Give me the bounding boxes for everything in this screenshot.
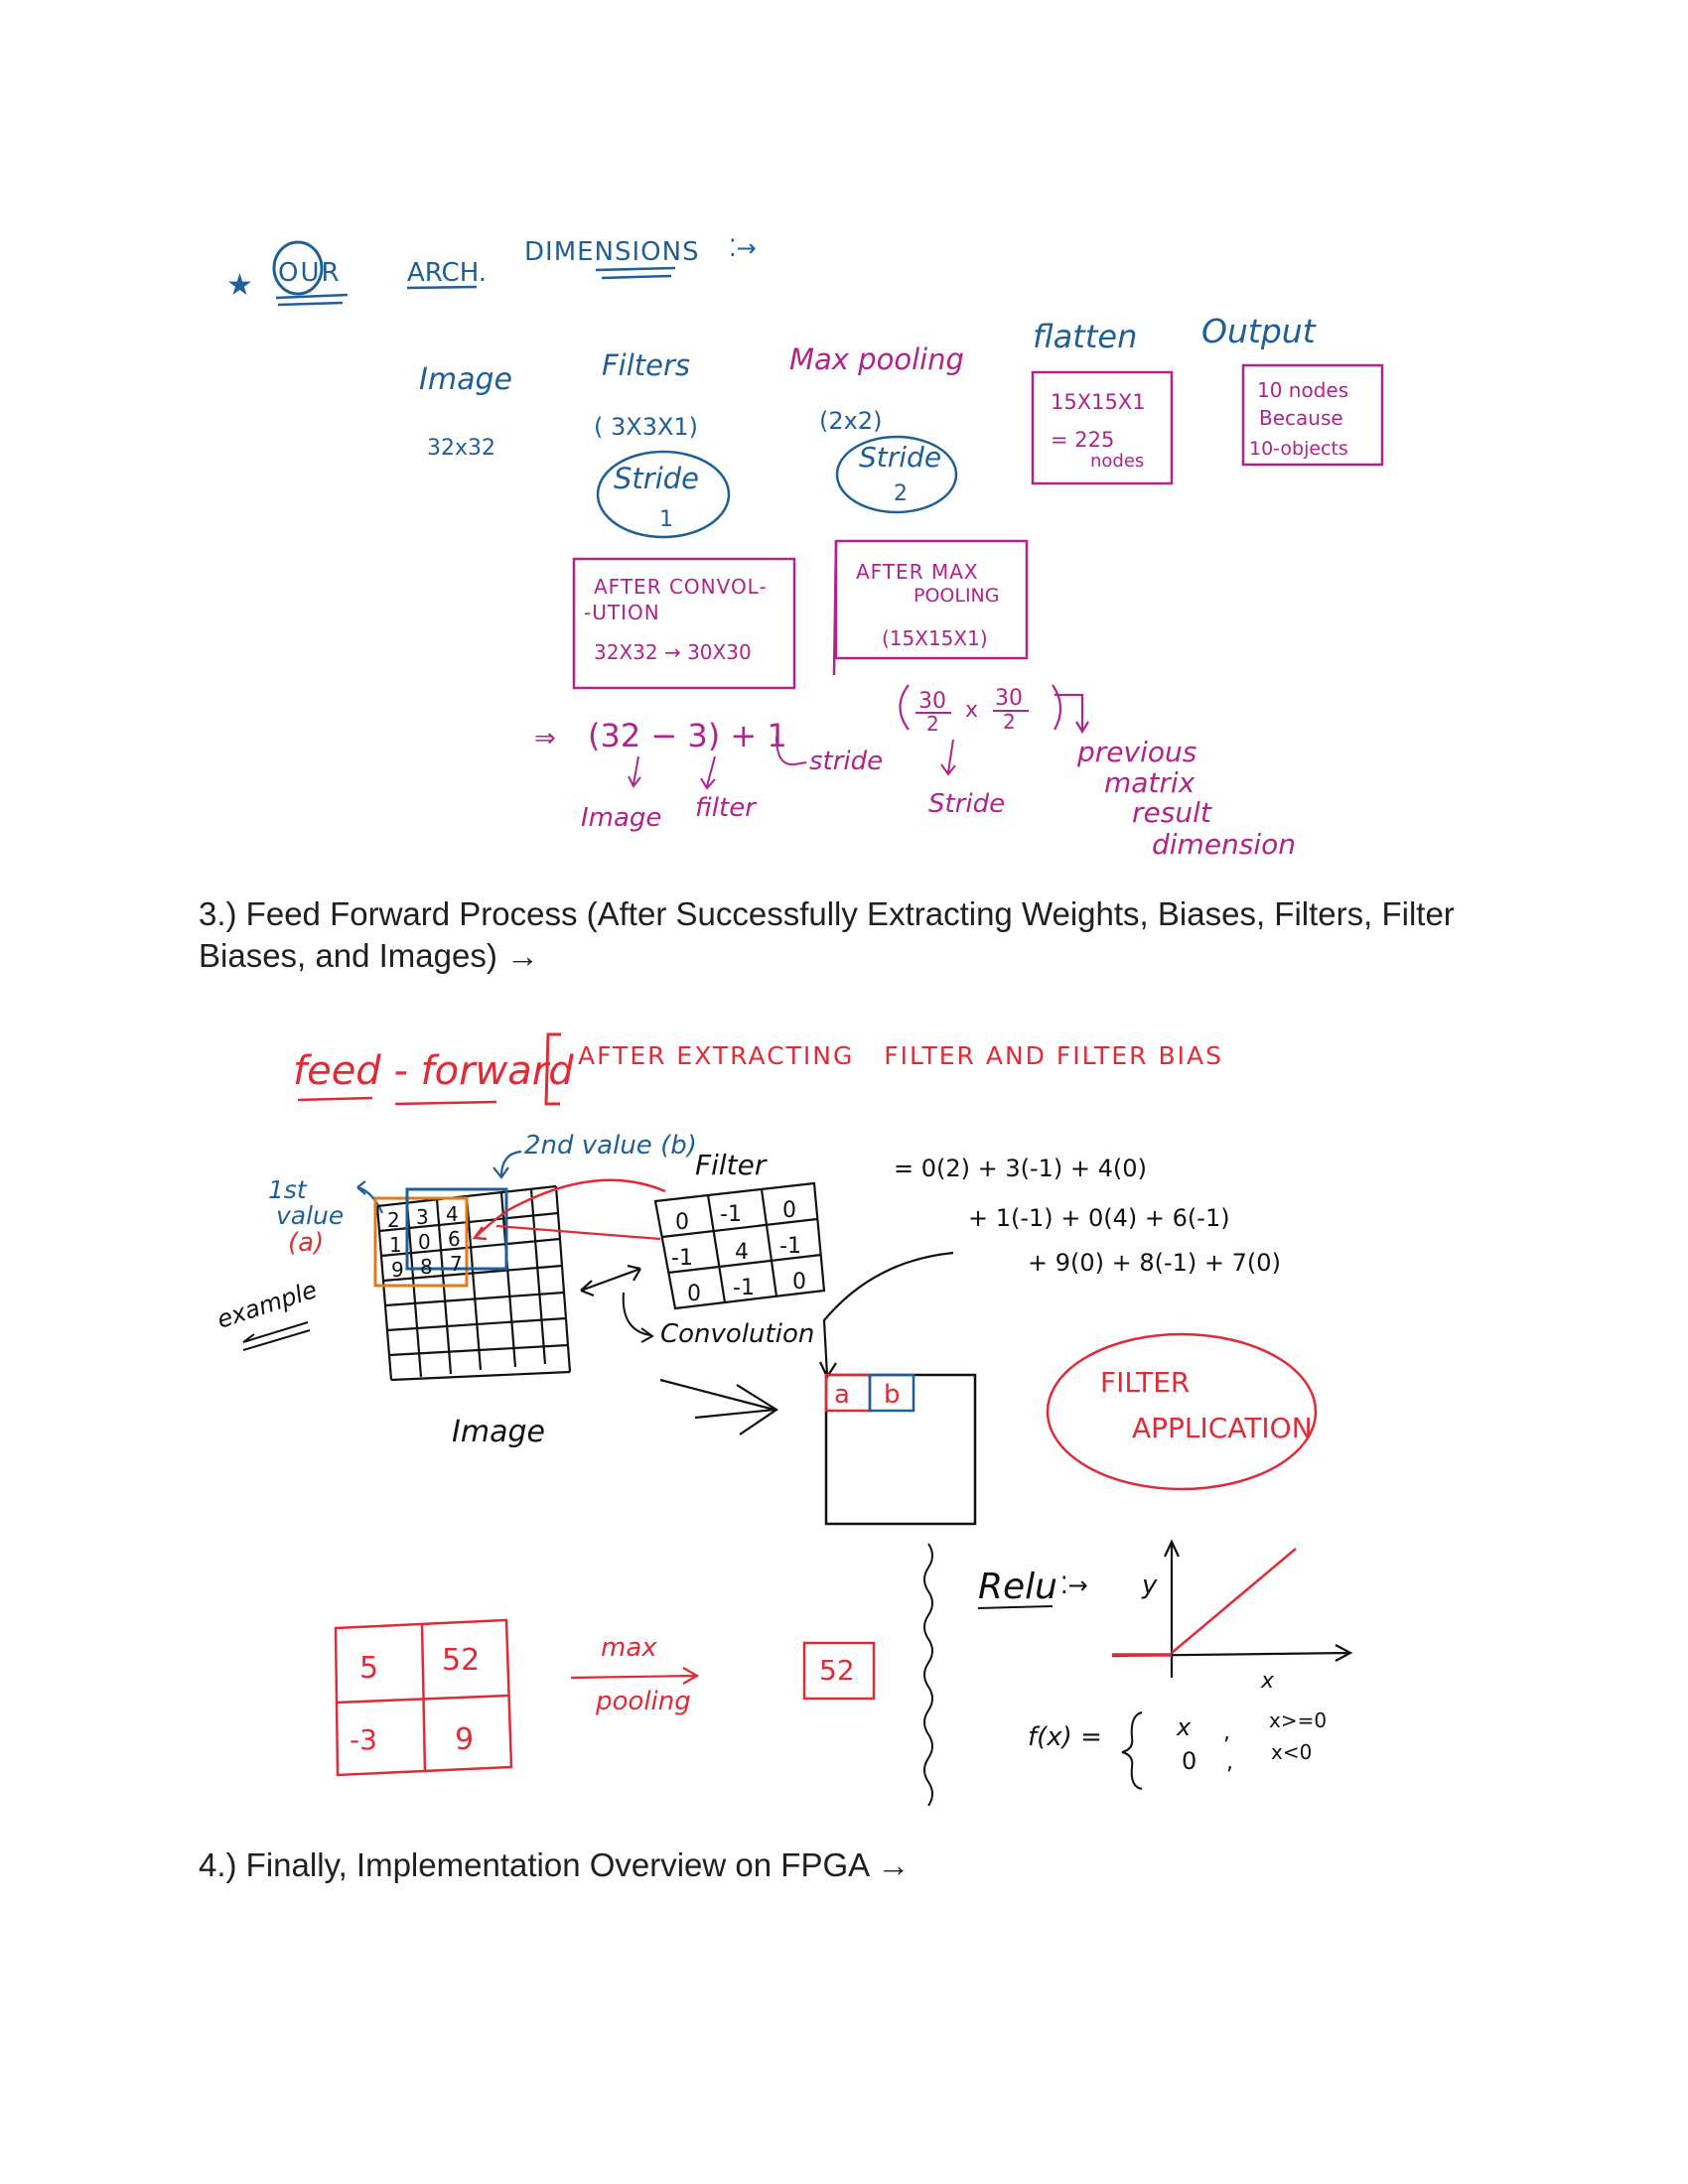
filter-cell-r2c2: 0: [792, 1270, 806, 1295]
feed-forward-sketch: [0, 993, 1688, 1837]
pool-formula-num2: 30: [995, 686, 1023, 711]
relu-y-axis: [1165, 1542, 1179, 1678]
equation-line2: + 1(-1) + 0(4) + 6(-1): [968, 1204, 1230, 1232]
prev-line2: matrix: [1104, 766, 1196, 799]
relu-x-label: x: [1261, 1669, 1275, 1694]
output-line2: Because: [1259, 406, 1343, 430]
filter-cell-r0c0: 0: [675, 1210, 689, 1235]
image-cell-r0c1: 3: [416, 1205, 429, 1229]
output-line3: 10-objects: [1249, 438, 1348, 460]
maxpool-arrow-top: max: [601, 1633, 657, 1663]
example-arrow: [243, 1322, 310, 1350]
filter-label: Filter: [695, 1149, 767, 1181]
first-value-line1: 1st: [268, 1175, 307, 1204]
result-b: b: [884, 1380, 901, 1410]
filter-cell-r0c1: -1: [720, 1202, 742, 1227]
pool-formula-pointer: [941, 740, 955, 774]
equation-line1: = 0(2) + 3(-1) + 4(0): [894, 1155, 1147, 1182]
relu-case2-value: 0: [1182, 1747, 1197, 1775]
image-label: Image: [419, 362, 512, 397]
feed-forward-subtitle: AFTER EXTRACTING FILTER AND FILTER BIAS: [578, 1041, 1223, 1070]
feed-forward-title-underline: [298, 1098, 496, 1104]
filter-application-line1: FILTER: [1100, 1366, 1191, 1399]
image-cell-r2c1: 8: [420, 1255, 433, 1279]
relu-title: Relu: [978, 1567, 1057, 1607]
filter-application-line2: APPLICATION: [1132, 1412, 1313, 1444]
equation-line3: + 9(0) + 8(-1) + 7(0): [1028, 1249, 1281, 1277]
flatten-line3: nodes: [1090, 451, 1145, 472]
prev-line1: previous: [1077, 736, 1197, 768]
conv-box-line1: AFTER CONVOL-: [594, 575, 768, 599]
formula-arrow: ⇒: [534, 724, 556, 753]
title-star: ★: [226, 268, 253, 303]
image-cell-r0c0: 2: [387, 1208, 400, 1232]
maxpool-arrow-bottom: pooling: [596, 1687, 691, 1716]
relu-brace: [1122, 1712, 1142, 1789]
first-value-line2: value: [276, 1201, 345, 1230]
maxpool-cell-r0c0: 5: [359, 1651, 379, 1686]
pool-box-line1: AFTER MAX: [856, 560, 979, 584]
relu-f-label: f(x) =: [1028, 1722, 1102, 1752]
relu-suffix: ⁚→: [1060, 1571, 1088, 1599]
image-cell-r0c2: 4: [446, 1202, 459, 1226]
maxpool-cell-r1c0: -3: [350, 1723, 377, 1756]
image-cell-r2c0: 9: [391, 1258, 404, 1282]
conv-box-line2: -UTION: [584, 601, 660, 624]
filters-label: Filters: [602, 348, 691, 382]
maxpool-result: 52: [819, 1654, 855, 1687]
pool-box-line3: (15X15X1): [882, 626, 988, 650]
image-cell-r2c2: 7: [450, 1252, 463, 1276]
architecture-dimensions-sketch: [0, 0, 1688, 874]
title-our: OUR: [278, 258, 342, 288]
second-value-arrow: [493, 1152, 521, 1177]
relu-positive-line: [1172, 1549, 1296, 1653]
pool-formula-stride: Stride: [928, 789, 1006, 819]
output-line1: 10 nodes: [1257, 378, 1349, 402]
image-size: 32x32: [427, 436, 496, 461]
formula-image: Image: [581, 803, 662, 833]
maxpool-stride-word: Stride: [859, 441, 942, 474]
pool-box-line2: POOLING: [914, 585, 1000, 607]
title-dimensions: DIMENSIONS: [524, 237, 700, 267]
filters-stride-value: 1: [659, 507, 673, 532]
relu-case2-cond: x<0: [1271, 1740, 1313, 1764]
pool-formula-times: x: [965, 698, 979, 723]
convolution-arrow: [624, 1293, 652, 1342]
equation-arrow: [820, 1253, 953, 1377]
filters-stride-word: Stride: [614, 462, 700, 495]
filter-to-window-arrow: [496, 1226, 660, 1239]
pool-formula-num1: 30: [918, 689, 946, 714]
title-arch: ARCH.: [407, 258, 488, 288]
maxpool-stride-value: 2: [894, 481, 908, 506]
prev-line4: dimension: [1152, 828, 1297, 861]
maxpool-arrow: [571, 1668, 697, 1684]
image-cell-r1c2: 6: [448, 1227, 461, 1251]
flatten-line1: 15X15X1: [1051, 390, 1146, 414]
filters-size: ( 3X3X1): [594, 413, 699, 441]
image-cell-r1c0: 1: [389, 1233, 402, 1257]
prev-line3: result: [1132, 796, 1211, 829]
wavy-divider: [924, 1544, 932, 1806]
convolution-label: Convolution: [660, 1319, 815, 1349]
conv-box-line3: 32X32 → 30X30: [594, 640, 752, 664]
image-cell-r1c1: 0: [418, 1230, 431, 1254]
pool-formula-den1: 2: [926, 712, 939, 736]
example-label: example: [213, 1276, 321, 1334]
output-label: Output: [1201, 312, 1316, 350]
result-a: a: [834, 1380, 850, 1410]
filter-cell-r1c2: -1: [779, 1234, 801, 1259]
relu-y-label: y: [1142, 1570, 1158, 1600]
relu-x-axis: [1112, 1645, 1350, 1661]
image-cell-values: [387, 1202, 463, 1282]
feed-forward-title: feed - forward: [293, 1048, 574, 1094]
flatten-line2: = 225: [1051, 428, 1115, 452]
title-suffix: ⁚→: [729, 234, 757, 262]
relu-case1-value: x: [1177, 1713, 1192, 1741]
filter-cell-r2c1: -1: [733, 1276, 755, 1300]
image-grid-label: Image: [452, 1415, 545, 1449]
section-3-heading: 3.) Feed Forward Process (After Successfully Extracting Weights, Biases, Filters, Filter Biases, and Images) →: [199, 895, 1455, 974]
filter-cell-r1c1: 4: [735, 1240, 749, 1265]
maxpool-size: (2x2): [819, 407, 883, 435]
second-value-label: 2nd value (b): [524, 1131, 697, 1160]
maxpool-label: Max pooling: [789, 342, 964, 376]
first-value-line3: (a): [288, 1228, 325, 1258]
maxpool-cell-r1c1: 9: [455, 1722, 475, 1757]
maxpool-cell-r0c1: 52: [442, 1643, 481, 1678]
pool-formula-den2: 2: [1003, 710, 1016, 734]
relu-case2-sep: ,: [1226, 1750, 1233, 1775]
filter-cell-r0c2: 0: [782, 1198, 796, 1223]
section-4-heading: 4.) Finally, Implementation Overview on FPGA →: [199, 1846, 911, 1883]
formula-filter: filter: [695, 793, 756, 823]
double-arrow: [581, 1266, 640, 1296]
relu-case1-sep: ,: [1223, 1720, 1230, 1745]
formula: (32 − 3) + 1: [588, 717, 787, 754]
result-arrow: [660, 1380, 776, 1434]
formula-stride: stride: [809, 747, 884, 776]
relu-case1-cond: x>=0: [1269, 1708, 1328, 1732]
filter-cell-r2c0: 0: [687, 1282, 701, 1306]
flatten-label: flatten: [1033, 318, 1138, 355]
filter-cell-r1c0: -1: [671, 1246, 693, 1271]
